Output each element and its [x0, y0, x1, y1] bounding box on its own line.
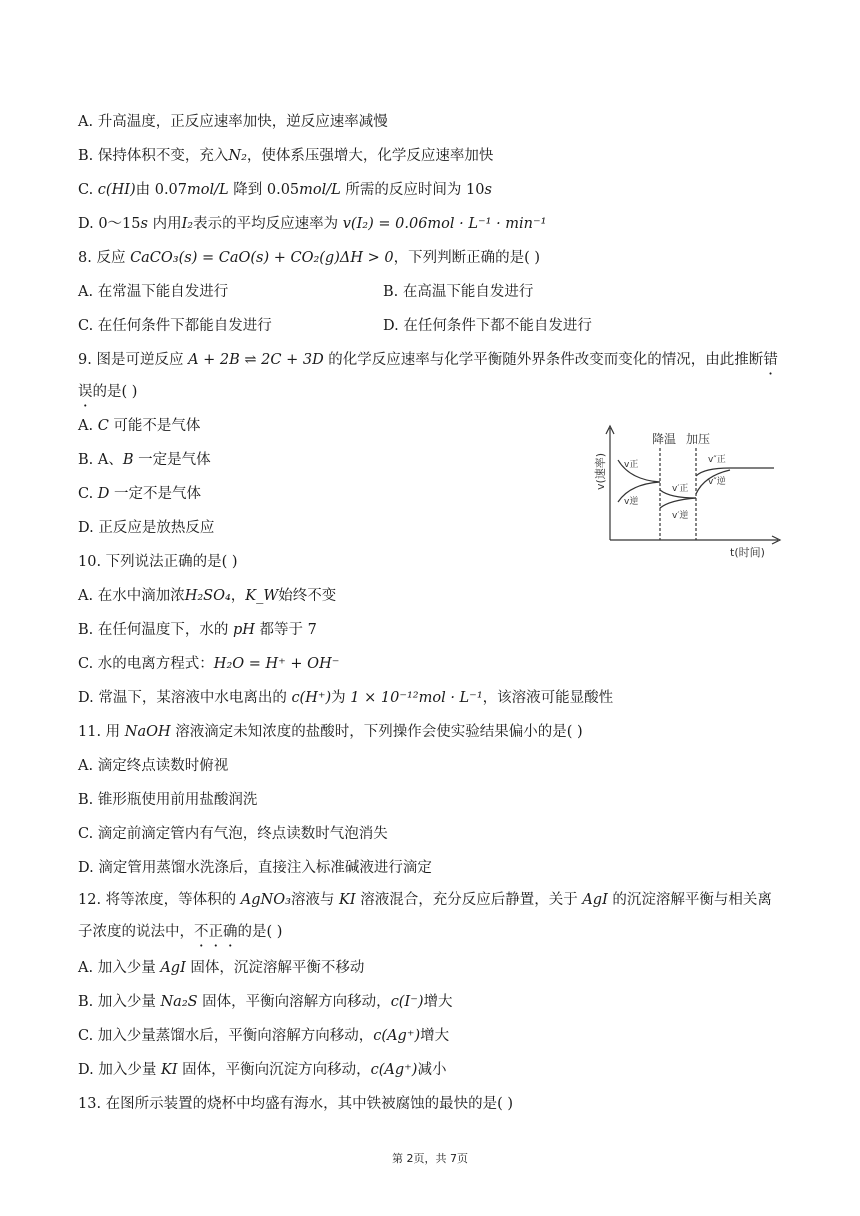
- q7-option-c: C. c(HI)由 0.07mol/L 降到 0.05mol/L 所需的反应时间为 10s: [78, 182, 492, 198]
- q8-option-c: C. 在任何条件下都能自发进行: [78, 318, 272, 334]
- curve-v2-fwd: [696, 468, 774, 476]
- q7-option-b: B. 保持体积不变，充入N₂，使体系压强增大，化学反应速率加快: [78, 148, 494, 164]
- q10-option-a: A. 在水中滴加浓H₂SO₄，K_W始终不变: [78, 588, 337, 604]
- q9-option-c: C. D 一定不是气体: [78, 486, 202, 502]
- label-v-fwd: v正: [624, 460, 639, 470]
- label-v1-fwd: v′正: [672, 484, 689, 494]
- label-v2-fwd: v″正: [708, 455, 726, 465]
- q12-option-d: D. 加入少量 KI 固体，平衡向沉淀方向移动，c(Ag⁺)减小: [78, 1062, 447, 1078]
- q10-stem: 10. 下列说法正确的是( ): [78, 554, 238, 570]
- q9-stem: 9. 图是可逆反应 A + 2B ⇌ 2C + 3D 的化学反应速率与化学平衡随外界条件改变而变化的情况，由此推断错: [78, 352, 778, 368]
- q9-option-a: A. C 可能不是气体: [78, 418, 201, 434]
- label-press: 加压: [686, 432, 711, 446]
- q11-option-a: A. 滴定终点读数时俯视: [78, 758, 229, 774]
- q10-option-d: D. 常温下，某溶液中水电离出的 c(H⁺)为 1 × 10⁻¹²mol · L⁻¹，该溶液可能显酸性: [78, 690, 614, 706]
- label-v1-rev: v′逆: [672, 511, 689, 521]
- y-axis-label: v(速率): [594, 452, 607, 490]
- q11-stem: 11. 用 NaOH 溶液滴定未知浓度的盐酸时，下列操作会使实验结果偏小的是( ): [78, 724, 583, 740]
- q13-stem: 13. 在图所示装置的烧杯中均盛有海水，其中铁被腐蚀的最快的是( ): [78, 1096, 514, 1112]
- q11-option-c: C. 滴定前滴定管内有气泡，终点读数时气泡消失: [78, 826, 388, 842]
- q10-option-b: B. 在任何温度下，水的 pH 都等于 7: [78, 622, 317, 638]
- label-cool: 降温: [652, 432, 677, 446]
- q9-option-d: D. 正反应是放热反应: [78, 520, 215, 536]
- q7-option-a: A. 升高温度，正反应速率加快，逆反应速率减慢: [78, 114, 388, 130]
- page-footer: 第 2页，共 7页: [392, 1152, 468, 1165]
- q10-option-c: C. 水的电离方程式：H₂O = H⁺ + OH⁻: [78, 656, 340, 672]
- q12-option-b: B. 加入少量 Na₂S 固体，平衡向溶解方向移动，c(I⁻)增大: [78, 994, 453, 1010]
- q12-stem: 12. 将等浓度，等体积的 AgNO₃溶液与 KI 溶液混合，充分反应后静置，关于 AgI 的沉淀溶解平衡与相关离: [78, 892, 772, 908]
- q8-option-a: A. 在常温下能自发进行: [78, 284, 229, 300]
- q7-option-d: D. 0～15s 内用I₂表示的平均反应速率为 v(I₂) = 0.06mol · L⁻¹ · min⁻¹: [78, 216, 547, 232]
- q12-stem-line2: 子浓度的说法中，不正确的是( ): [78, 924, 283, 940]
- q12-option-a: A. 加入少量 AgI 固体，沉淀溶解平衡不移动: [78, 960, 365, 976]
- q11-option-b: B. 锥形瓶使用前用盐酸润洗: [78, 792, 258, 808]
- x-axis-label: t(时间): [730, 546, 765, 559]
- q11-option-d: D. 滴定管用蒸馏水洗涤后，直接注入标准碱液进行滴定: [78, 860, 432, 876]
- q8-option-b: B. 在高温下能自发进行: [383, 284, 534, 300]
- curve-v1-rev: [660, 498, 696, 508]
- q9-stem-line2: 误的是( ): [78, 384, 138, 400]
- label-v2-rev: v″逆: [708, 477, 726, 487]
- q8-option-d: D. 在任何条件下都不能自发进行: [383, 318, 592, 334]
- q9-option-b: B. A、B 一定是气体: [78, 452, 211, 468]
- q8-stem: 8. 反应 CaCO₃(s) = CaO(s) + CO₂(g)ΔH > 0，下列判断正确的是( ): [78, 250, 541, 266]
- q12-option-c: C. 加入少量蒸馏水后，平衡向溶解方向移动，c(Ag⁺)增大: [78, 1028, 450, 1044]
- label-v-rev: v逆: [624, 497, 639, 507]
- rate-time-figure: [590, 418, 790, 563]
